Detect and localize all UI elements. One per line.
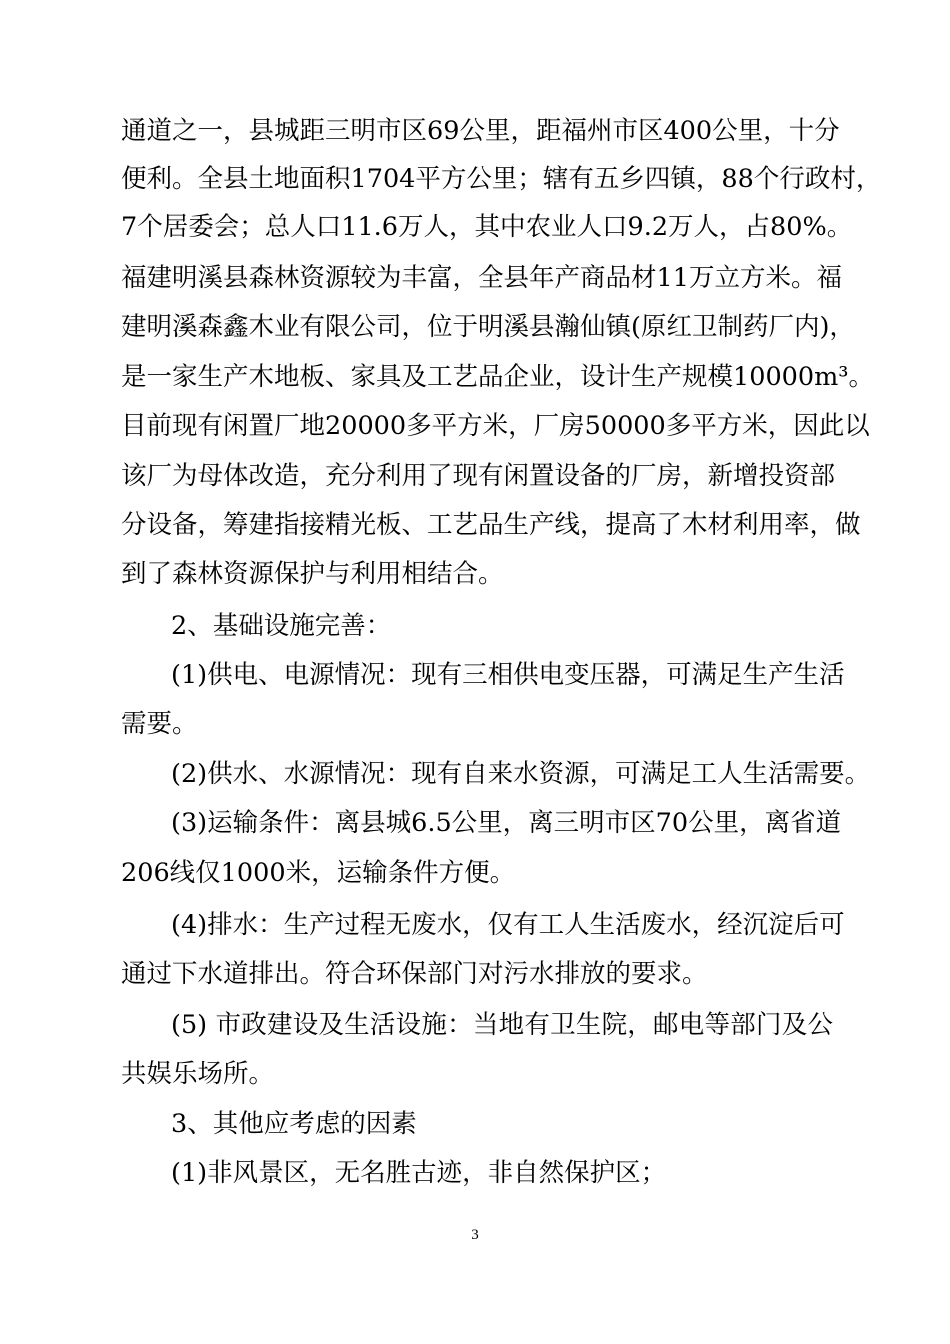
- paragraph-line: 建明溪森鑫木业有限公司，位于明溪县瀚仙镇(原红卫制药厂内)，: [121, 312, 855, 342]
- list-item-line: (4)排水：生产过程无废水，仅有工人生活废水，经沉淀后可: [171, 910, 845, 940]
- list-item-line: (1)非风景区，无名胜古迹，非自然保护区；: [171, 1158, 667, 1188]
- list-item-line: 通过下水道排出。符合环保部门对污水排放的要求。: [121, 959, 708, 989]
- section-heading: 2、基础设施完善：: [171, 611, 392, 641]
- paragraph-line: 福建明溪县森林资源较为丰富，全县年产商品材11万立方米。福: [121, 263, 842, 293]
- paragraph-line: 分设备，筹建指接精光板、工艺品生产线，提高了木材利用率，做: [121, 510, 861, 540]
- paragraph-line: 该厂为母体改造，充分利用了现有闲置设备的厂房，新增投资部: [121, 461, 836, 491]
- list-item-line: (1)供电、电源情况：现有三相供电变压器，可满足生产生活: [171, 660, 845, 690]
- page-number: 3: [471, 1227, 479, 1243]
- list-item-line: (2)供水、水源情况：现有自来水资源，可满足工人生活需要。: [171, 759, 871, 789]
- paragraph-line: 是一家生产木地板、家具及工艺品企业，设计生产规模10000m³。: [121, 362, 875, 392]
- paragraph-line: 便利。全县土地面积1704平方公里；辖有五乡四镇，88个行政村，: [121, 164, 882, 194]
- list-item-line: (5) 市政建设及生活设施：当地有卫生院，邮电等部门及公: [171, 1010, 833, 1040]
- list-item-line: (3)运输条件：离县城6.5公里，离三明市区70公里，离省道: [171, 808, 842, 838]
- list-item-line: 共娱乐场所。: [121, 1059, 275, 1089]
- paragraph-line: 目前现有闲置厂地20000多平方米，厂房50000多平方米，因此以: [121, 411, 870, 441]
- paragraph-line: 7个居委会；总人口11.6万人，其中农业人口9.2万人，占80%。: [121, 212, 853, 242]
- paragraph-line: 通道之一，县城距三明市区69公里，距福州市区400公里，十分: [121, 116, 840, 146]
- list-item-line: 206线仅1000米，运输条件方便。: [121, 858, 516, 888]
- list-item-line: 需要。: [121, 709, 198, 739]
- paragraph-line: 到了森林资源保护与利用相结合。: [121, 559, 504, 589]
- section-heading: 3、其他应考虑的因素: [171, 1109, 417, 1139]
